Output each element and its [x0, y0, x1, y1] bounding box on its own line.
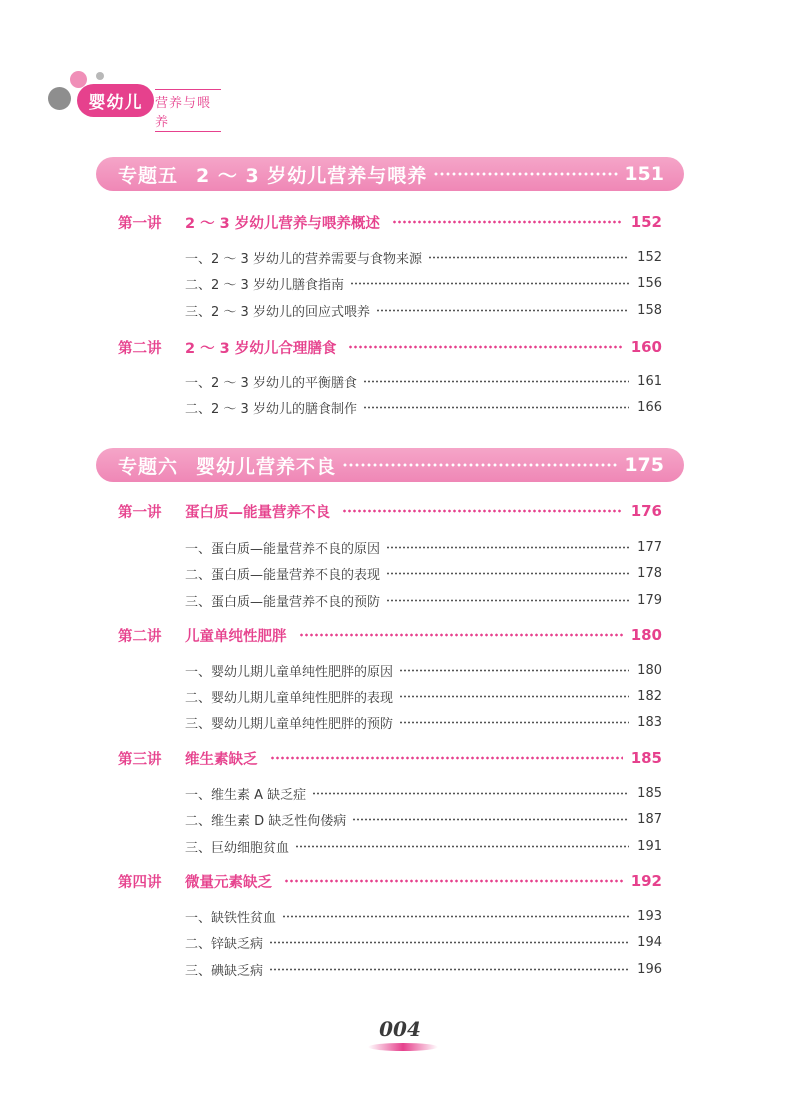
section-entry[interactable] [185, 273, 662, 293]
section-entry[interactable] [185, 906, 662, 926]
brand-badge: 婴幼儿 [77, 84, 154, 117]
lecture-title: 微量元素缺乏 [185, 874, 272, 891]
lecture-page: 160 [630, 338, 662, 356]
section-page: 161 [637, 373, 662, 389]
section-page: 182 [637, 688, 662, 704]
section-title: 二、婴幼儿期儿童单纯性肥胖的表现 [185, 690, 394, 706]
decorative-dot-icon [48, 87, 71, 110]
section-page: 183 [637, 714, 662, 730]
dot-leader [386, 599, 629, 602]
lecture-page: 192 [630, 872, 662, 890]
lecture-title: 儿童单纯性肥胖 [185, 628, 287, 645]
section-page: 187 [637, 811, 662, 827]
dot-leader [399, 669, 629, 672]
section-page: 185 [637, 785, 662, 801]
dot-leader [350, 282, 629, 285]
section-title: 二、锌缺乏病 [185, 936, 264, 952]
page-number: 004 [379, 1017, 421, 1041]
brand-subtitle: 营养与喂养 [155, 89, 221, 132]
section-page: 194 [637, 934, 662, 950]
section-entry[interactable] [185, 660, 662, 680]
topic-page: 175 [624, 454, 664, 476]
lecture-title: 2 ～ 3 岁幼儿合理膳食 [185, 340, 337, 357]
section-entry[interactable] [185, 783, 662, 803]
section-entry[interactable] [185, 836, 662, 856]
dot-leader [295, 845, 629, 848]
dot-leader [399, 695, 629, 698]
section-entry[interactable] [185, 686, 662, 706]
section-title: 二、蛋白质—能量营养不良的表现 [185, 567, 381, 583]
section-page: 180 [637, 662, 662, 678]
lecture-entry[interactable] [118, 336, 662, 358]
lecture-label: 第四讲 [118, 874, 162, 891]
section-entry[interactable] [185, 932, 662, 952]
dot-leader [269, 941, 629, 944]
dot-leader [433, 172, 618, 176]
dot-leader [342, 509, 623, 513]
lecture-title: 蛋白质—能量营养不良 [185, 504, 330, 521]
section-page: 179 [637, 592, 662, 608]
lecture-entry[interactable] [118, 870, 662, 892]
lecture-label: 第三讲 [118, 751, 162, 768]
section-entry[interactable] [185, 247, 662, 267]
section-title: 一、婴幼儿期儿童单纯性肥胖的原因 [185, 664, 394, 680]
lecture-page: 180 [630, 626, 662, 644]
section-title: 二、2 ～ 3 岁幼儿的膳食制作 [185, 401, 357, 417]
section-title: 二、2 ～ 3 岁幼儿膳食指南 [185, 277, 344, 293]
section-page: 158 [637, 302, 662, 318]
topic-label: 专题五 [118, 164, 179, 187]
lecture-page: 185 [630, 749, 662, 767]
lecture-entry[interactable] [118, 624, 662, 646]
dot-leader [363, 380, 629, 383]
section-title: 三、碘缺乏病 [185, 963, 264, 979]
dot-leader [312, 792, 629, 795]
topic-title: 婴幼儿营养不良 [196, 455, 337, 478]
lecture-entry[interactable] [118, 500, 662, 522]
section-entry[interactable] [185, 300, 662, 320]
dot-leader [352, 818, 629, 821]
lecture-label: 第一讲 [118, 504, 162, 521]
section-page: 178 [637, 565, 662, 581]
section-entry[interactable] [185, 712, 662, 732]
section-title: 一、缺铁性贫血 [185, 910, 277, 926]
section-page: 196 [637, 961, 662, 977]
section-title: 三、蛋白质—能量营养不良的预防 [185, 594, 381, 610]
section-page: 152 [637, 249, 662, 265]
section-entry[interactable] [185, 397, 662, 417]
section-title: 三、巨幼细胞贫血 [185, 840, 290, 856]
dot-leader [386, 572, 629, 575]
section-title: 一、维生素 A 缺乏症 [185, 787, 307, 803]
dot-leader [284, 879, 623, 883]
topic-page: 151 [624, 163, 664, 185]
section-title: 三、婴幼儿期儿童单纯性肥胖的预防 [185, 716, 394, 732]
section-page: 191 [637, 838, 662, 854]
section-title: 三、2 ～ 3 岁幼儿的回应式喂养 [185, 304, 370, 320]
topic-heading[interactable] [96, 448, 684, 482]
topic-label: 专题六 [118, 455, 179, 478]
lecture-page: 176 [630, 502, 662, 520]
dot-leader [282, 915, 629, 918]
section-page: 193 [637, 908, 662, 924]
section-entry[interactable] [185, 809, 662, 829]
section-entry[interactable] [185, 563, 662, 583]
dot-leader [269, 968, 629, 971]
lecture-label: 第二讲 [118, 628, 162, 645]
section-title: 一、2 ～ 3 岁幼儿的平衡膳食 [185, 375, 357, 391]
topic-title: 2 ～ 3 岁幼儿营养与喂养 [196, 164, 428, 187]
dot-leader [392, 220, 623, 224]
lecture-entry[interactable] [118, 211, 662, 233]
section-entry[interactable] [185, 537, 662, 557]
lecture-label: 第一讲 [118, 215, 162, 232]
dot-leader [399, 721, 629, 724]
lecture-label: 第二讲 [118, 340, 162, 357]
header-logo [0, 0, 400, 140]
section-entry[interactable] [185, 959, 662, 979]
lecture-title: 2 ～ 3 岁幼儿营养与喂养概述 [185, 215, 380, 232]
lecture-page: 152 [630, 213, 662, 231]
dot-leader [428, 256, 629, 259]
topic-heading[interactable] [96, 157, 684, 191]
lecture-entry[interactable] [118, 747, 662, 769]
section-title: 二、维生素 D 缺乏性佝偻病 [185, 813, 347, 829]
dot-leader [363, 406, 629, 409]
section-title: 一、2 ～ 3 岁幼儿的营养需要与食物来源 [185, 251, 422, 267]
dot-leader [342, 463, 618, 467]
dot-leader [299, 633, 623, 637]
page-number-swoosh [368, 1043, 438, 1051]
decorative-dot-icon [96, 72, 104, 80]
section-entry[interactable] [185, 590, 662, 610]
section-page: 166 [637, 399, 662, 415]
lecture-title: 维生素缺乏 [185, 751, 258, 768]
section-page: 156 [637, 275, 662, 291]
section-title: 一、蛋白质—能量营养不良的原因 [185, 541, 381, 557]
dot-leader [270, 756, 623, 760]
dot-leader [376, 309, 629, 312]
dot-leader [386, 546, 629, 549]
section-page: 177 [637, 539, 662, 555]
section-entry[interactable] [185, 371, 662, 391]
dot-leader [348, 345, 622, 349]
